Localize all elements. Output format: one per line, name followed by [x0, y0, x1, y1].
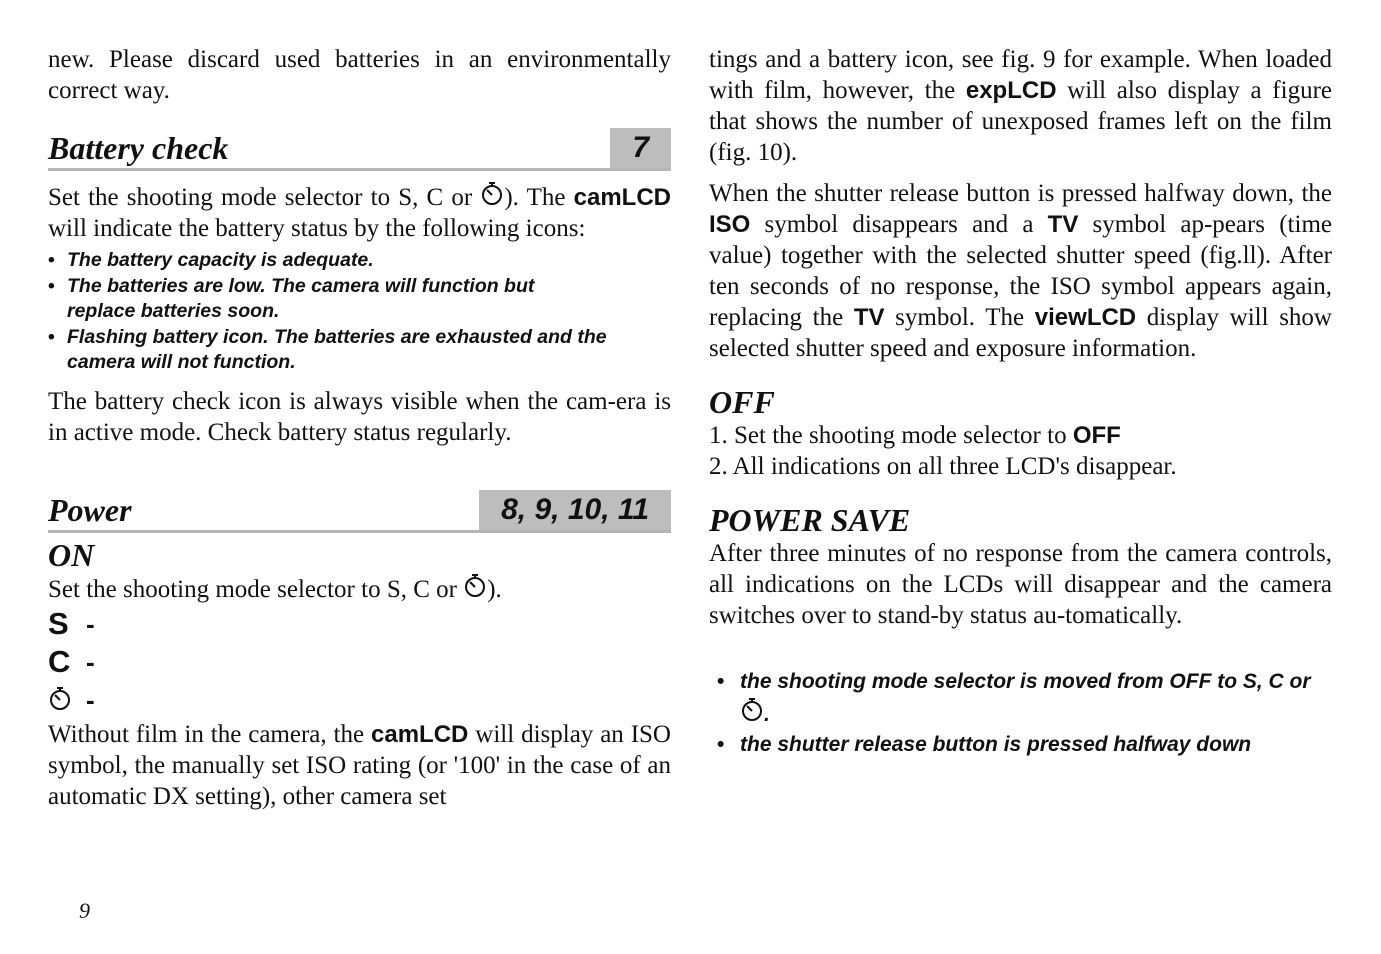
battery-check-header [48, 128, 671, 171]
right-column [709, 44, 1332, 760]
camlcd-label: camLCD [371, 720, 469, 748]
battery-check-paragraph [48, 181, 671, 244]
on-text-b: ). [487, 575, 502, 603]
iso-label: ISO [709, 211, 751, 238]
off-step-1-text: 1. Set the shooting mode selector to [709, 422, 1073, 449]
power-save-heading: POWER SAVE [709, 502, 911, 538]
list-item: • Flashing battery icon. The batteries are exhausted and the camera will not function. [48, 325, 671, 376]
on-instruction [48, 573, 671, 605]
page-number: 9 [79, 898, 90, 923]
list-item: • The batteries are low. The camera will function but replace batteries soon. [48, 274, 671, 325]
continuation-paragraph [709, 44, 1332, 168]
camlcd-label: camLCD [573, 184, 671, 211]
wake-up-text-a: the shooting mode selector is moved from OFF to S, C or [740, 670, 1311, 693]
list-item: • The battery capacity is adequate. [48, 248, 671, 274]
mode-row-self-timer [48, 681, 671, 719]
power-title: Power [48, 491, 132, 528]
battery-status-list [48, 248, 671, 376]
film-text-a: Without film in the camera, the [48, 720, 371, 748]
power-save-paragraph: After three minutes of no response from the camera controls, all indications on the LCDs will disappear and the camera switches over to stand-by status au-tomatically. [709, 540, 1332, 629]
battery-check-text-b: ). The [504, 184, 574, 211]
mode-row-c [48, 643, 671, 681]
film-paragraph [48, 719, 671, 812]
mode-row-s [48, 605, 671, 643]
off-step-1 [709, 420, 1332, 451]
self-timer-icon [463, 573, 487, 599]
off-heading: OFF [709, 384, 775, 420]
mode-dash: - [86, 684, 95, 715]
shutter-paragraph [709, 178, 1332, 364]
film-text-b: will display an ISO symbol, the manually set ISO rating (or '100' in the case of an automatic DX setting), other camera set [48, 720, 671, 810]
off-label: OFF [1072, 422, 1121, 449]
shutter-text-c: symbol ap-pears (time value) together with the selected shutter speed (fig.ll). After ten seconds of no response, the ISO symbol appears again, replacing the [709, 211, 1332, 331]
mode-letter: S [48, 605, 69, 641]
wake-up-list [709, 667, 1332, 760]
self-timer-icon [480, 181, 504, 207]
mode-dash: - [86, 608, 95, 639]
battery-check-text-c: will indicate the battery status by the following icons: [48, 215, 586, 242]
battery-check-figure-number: 7 [610, 128, 671, 168]
battery-check-paragraph-2: The battery check icon is always visible when the cam-era is in active mode. Check battery status regularly. [48, 387, 671, 446]
shutter-text-a: When the shutter release button is pressed halfway down, the [709, 180, 1332, 207]
battery-check-text-a: Set the shooting mode selector to S, C or [48, 184, 481, 211]
continuation-text-a: tings and a battery icon, see fig. 9 for example. When loaded with film, however, the [709, 46, 1332, 104]
self-timer-icon [48, 681, 86, 719]
continuation-text-b: will also display a figure that shows the number of unexposed frames left on the film (fig. 10). [709, 77, 1332, 166]
on-heading: ON [48, 536, 95, 573]
mode-dash: - [86, 646, 95, 677]
explcd-label: expLCD [965, 77, 1057, 104]
shutter-text-e: display will show selected shutter speed and exposure information. [709, 304, 1332, 362]
intro-text: new. Please discard used batteries in an environmentally correct way. [48, 46, 671, 104]
viewlcd-label: viewLCD [1034, 304, 1137, 331]
list-item [709, 667, 1332, 730]
tv-label: TV [1047, 211, 1079, 238]
shutter-text-b: symbol disappears and a [750, 211, 1048, 238]
list-item: • the shutter release button is pressed halfway down [709, 730, 1332, 760]
mode-letter: C [48, 643, 71, 679]
power-header [48, 490, 671, 533]
power-figure-numbers: 8, 9, 10, 11 [479, 490, 671, 530]
tv-label: TV [853, 304, 885, 331]
left-column [48, 44, 671, 812]
shutter-text-d: symbol. The [884, 304, 1035, 331]
battery-check-title: Battery check [48, 130, 229, 166]
self-timer-icon [740, 697, 764, 723]
on-text-a: Set the shooting mode selector to S, C or [48, 575, 464, 603]
wake-up-text-b: . [764, 703, 770, 726]
off-step-2: 2. All indications on all three LCD's disappear. [709, 453, 1177, 480]
